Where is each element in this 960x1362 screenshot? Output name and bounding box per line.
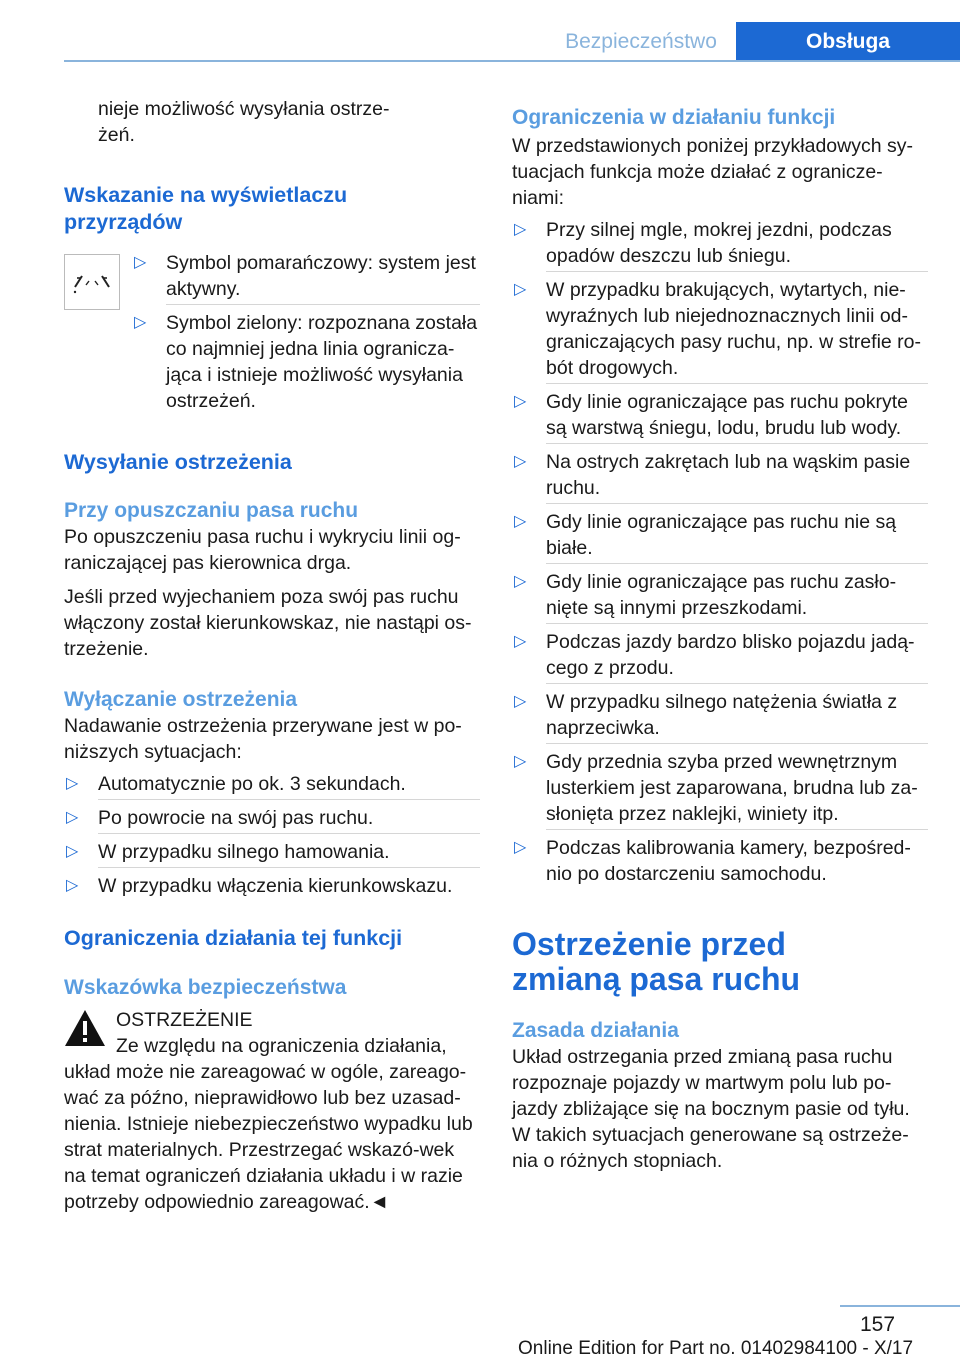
list-item: ▷ Przy silnej mgle, mokrej jezdni, podczas opadów deszczu lub śniegu. (512, 217, 928, 272)
triangle-right-icon: ▷ (66, 843, 79, 860)
warning-block (64, 1007, 480, 1059)
lane-departure-icon (64, 254, 120, 310)
list-item: ▷ Podczas jazdy bardzo blisko pojazdu jadą-cego z przodu. (512, 629, 928, 684)
display-list (132, 250, 480, 419)
triangle-right-icon: ▷ (514, 281, 527, 298)
page-header (0, 0, 960, 62)
triangle-right-icon: ▷ (134, 254, 147, 271)
triangle-right-icon: ▷ (514, 693, 527, 710)
paragraph-leaving-lane: Po opuszczeniu pasa ruchu i wykryciu linii og-raniczającej pas kierownica drga. (64, 526, 461, 574)
triangle-right-icon: ▷ (514, 633, 527, 650)
heading-operating-limits: Ograniczenia w działaniu funkcji (512, 106, 836, 129)
warning-off-list (64, 771, 480, 899)
triangle-right-icon: ▷ (134, 314, 147, 331)
paragraph-warning-off: Nadawanie ostrzeżenia przerywane jest w po-niższych sytuacjach: (64, 715, 462, 763)
list-item: ▷ Na ostrych zakrętach lub na wąskim pasie ruchu. (512, 449, 928, 504)
triangle-right-icon: ▷ (514, 453, 527, 470)
left-column (64, 96, 480, 1215)
paragraph-indicator: Jeśli przed wyjechaniem poza swój pas ruchu włączony został kierunkowskaz, nie nastąpi os-trzeżenie. (64, 586, 472, 660)
triangle-right-icon: ▷ (514, 573, 527, 590)
list-item: ▷ W przypadku brakujących, wytartych, nie-wyraźnych lub niejednoznacznych linii od-graniczających pasy ruchu, np. w strefie ro-bót drogowych. (512, 277, 928, 384)
list-item: ▷ W przypadku silnego hamowania. (64, 839, 480, 868)
list-item: ▷ Podczas kalibrowania kamery, bezpośred-nio po dostarczeniu samochodu. (514, 837, 911, 885)
warning-triangle-icon (64, 1009, 106, 1059)
heading-display-indicator: Wskazanie na wyświetlaczu przyrządów (64, 183, 348, 234)
heading-safety-note: Wskazówka bezpieczeństwa (64, 976, 347, 999)
heading-warning-send: Wysyłanie ostrzeżenia (64, 450, 292, 474)
list-item: ▷ Gdy przednia szyba przed wewnętrznym lusterkiem jest zaparowana, brudna lub za-słonięta przez naklejki, winiety itp. (512, 749, 928, 830)
list-item: ▷ W przypadku włączenia kierunkowskazu. (66, 875, 453, 897)
right-column (512, 104, 928, 1174)
list-item: ▷ Gdy linie ograniczające pas ruchu zasło-nięte są innymi przeszkodami. (512, 569, 928, 624)
triangle-right-icon: ▷ (514, 839, 527, 856)
heading-principle: Zasada działania (512, 1019, 679, 1042)
paragraph-principle: Układ ostrzegania przed zmianą pasa ruchu rozpoznaje pojazdy w martwym polu lub po-jazdy zbliżające się na bocznym pasie od tyłu. W takich sytuacjach generowane są ostrzeże-nia o różnych stopniach. (512, 1046, 910, 1172)
list-item: ▷ Symbol pomarańczowy: system jest aktywny. (132, 250, 480, 305)
list-item: ▷ Gdy linie ograniczające pas ruchu pokryte są warstwą śniegu, lodu, brudu lub wody. (512, 389, 928, 444)
triangle-right-icon: ▷ (514, 513, 527, 530)
edition-note: Online Edition for Part no. 01402984100 - X/17 (518, 1338, 914, 1359)
warning-text: układ może nie zareagować w ogóle, zareago-wać za późno, nieprawidłowo lub bez uzasad-nienia. Istnieje niebezpieczeństwo wypadku lub strat materialnych. Przestrzegać wskazó-wek na temat ograniczeń działania układu i w razie potrzeby odpowiednio zareagować.◄ (64, 1061, 473, 1213)
footer-rule (840, 1305, 960, 1307)
triangle-right-icon: ▷ (66, 809, 79, 826)
header-rule (64, 60, 960, 62)
triangle-right-icon: ▷ (514, 221, 527, 238)
limits-list (512, 217, 928, 887)
heading-warning-off: Wyłączanie ostrzeżenia (64, 688, 298, 711)
warning-title: OSTRZEŻENIE (116, 1009, 253, 1031)
tab-obsluga[interactable]: Obsługa (736, 22, 960, 62)
triangle-right-icon: ▷ (514, 753, 527, 770)
list-item: ▷ Automatycznie po ok. 3 sekundach. (64, 771, 480, 800)
heading-function-limits: Ograniczenia działania tej funkcji (64, 926, 403, 950)
heading-lane-change-warning: Ostrzeżenie przed zmianą pasa ruchu (512, 926, 801, 997)
list-item: ▷ Symbol zielony: rozpoznana została co najmniej jedna linia ogranicza-jąca i istnieje możliwość wysyłania ostrzeżeń. (134, 312, 478, 412)
tab-bezpieczenstwo[interactable]: Bezpieczeństwo (565, 30, 717, 53)
list-item: ▷ Po powrocie na swój pas ruchu. (64, 805, 480, 834)
warning-first-line: Ze względu na ograniczenia działania, (116, 1035, 447, 1057)
triangle-right-icon: ▷ (514, 393, 527, 410)
continued-text: nieje możliwość wysyłania ostrze- żeń. (98, 98, 390, 146)
page-number: 157 (860, 1313, 896, 1336)
paragraph-limits-intro: W przedstawionych poniżej przykładowych sy-tuacjach funkcja może działać z ogranicze-niami: (512, 135, 913, 209)
triangle-right-icon: ▷ (66, 877, 79, 894)
display-symbol-row (64, 250, 480, 419)
triangle-right-icon: ▷ (66, 775, 79, 792)
heading-leaving-lane: Przy opuszczaniu pasa ruchu (64, 499, 359, 522)
list-item: ▷ W przypadku silnego natężenia światła z naprzeciwka. (512, 689, 928, 744)
list-item: ▷ Gdy linie ograniczające pas ruchu nie są białe. (512, 509, 928, 564)
